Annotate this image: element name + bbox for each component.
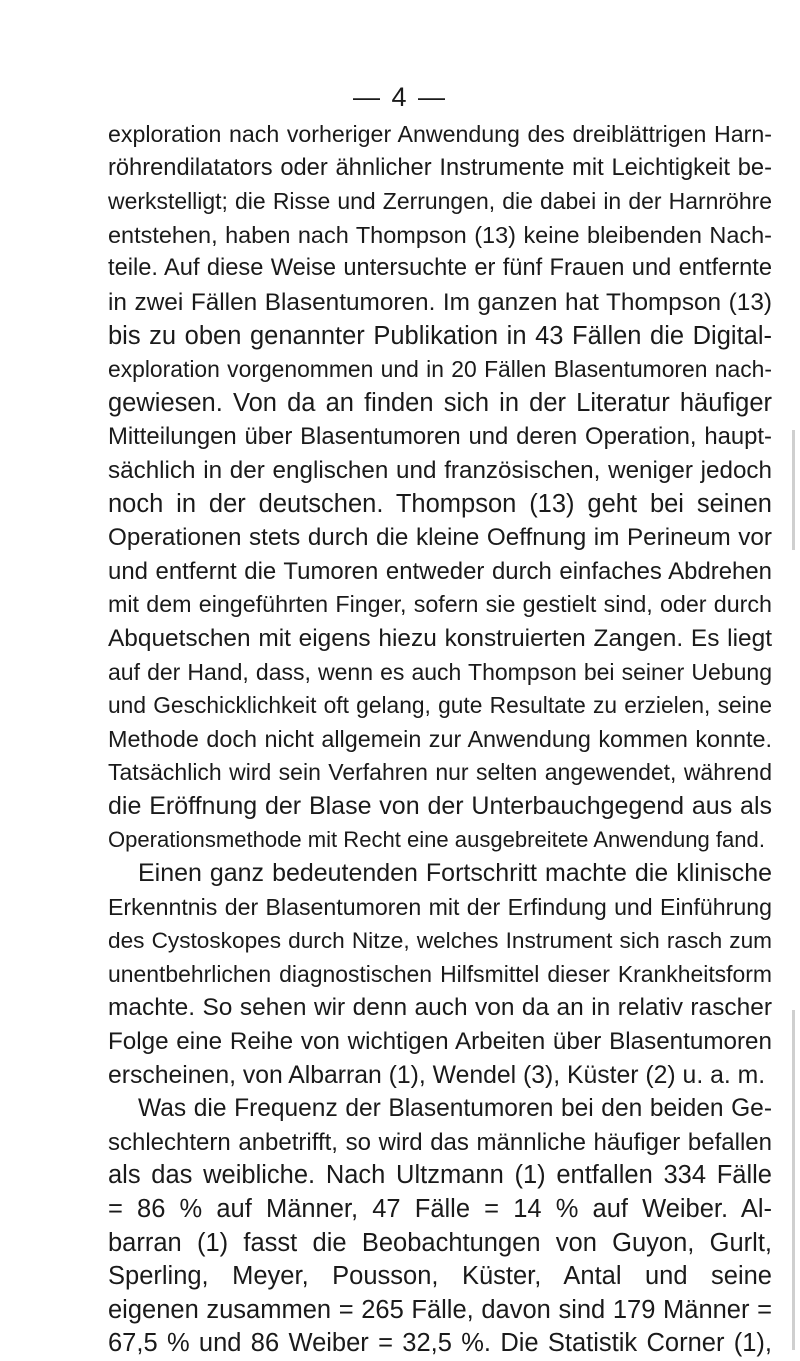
text-line: röhrendilatators oder ähnlicher Instrumente mit Leichtigkeit be- <box>108 154 772 181</box>
text-line: eigenen zusammen = 265 Fälle, davon sind 179 Männer = <box>108 1295 772 1324</box>
text-line: Operationen stets durch die kleine Oeffnung im Perineum vor <box>108 524 772 552</box>
text-line: mit dem eingeführten Finger, sofern sie gestielt sind, oder durch <box>108 591 772 618</box>
text-line: teile. Auf diese Weise untersuchte er fünf Frauen und entfernte <box>108 255 772 282</box>
text-line: Mitteilungen über Blasentumoren und deren Operation, haupt- <box>108 423 772 451</box>
text-line: machte. So sehen wir denn auch von da an in relativ rascher <box>108 994 772 1022</box>
text-line: Sperling, Meyer, Pousson, Küster, Antal und seine <box>108 1262 772 1291</box>
text-line: entstehen, haben nach Thompson (13) keine bleibenden Nach- <box>108 221 772 248</box>
text-line: Was die Frequenz der Blasentumoren bei den beiden Ge- <box>138 1095 772 1123</box>
text-line: und entfernt die Tumoren entweder durch einfaches Abdrehen <box>108 557 772 585</box>
text-line: gewiesen. Von da an finden sich in der Literatur häufiger <box>108 388 772 417</box>
scan-edge-mark <box>792 1010 795 1350</box>
text-line: Tatsächlich wird sein Verfahren nur selten angewendet, während <box>108 759 772 786</box>
text-line: Erkenntnis der Blasentumoren mit der Erfindung und Einführung <box>108 893 772 920</box>
text-line: exploration nach vorheriger Anwendung des dreiblättrigen Harn- <box>108 121 772 147</box>
text-line: bis zu oben genannter Publikation in 43 Fällen die Digital- <box>108 321 772 350</box>
text-line: erscheinen, von Albarran (1), Wendel (3), Küster (2) u. a. m. <box>108 1061 766 1089</box>
scan-edge-mark <box>792 430 795 550</box>
text-line: in zwei Fällen Blasentumoren. Im ganzen hat Thompson (13) <box>108 288 772 316</box>
text-line: werkstelligt; die Risse und Zerrungen, die dabei in der Harnröhre <box>108 188 772 215</box>
text-line: 67,5 % und 86 Weiber = 32,5 %. Die Statistik Corner (1), <box>108 1329 772 1358</box>
text-line: Folge eine Reihe von wichtigen Arbeiten über Blasentumoren <box>108 1028 772 1056</box>
text-line: = 86 % auf Männer, 47 Fälle = 14 % auf Weiber. Al- <box>108 1195 772 1223</box>
text-line: noch in der deutschen. Thompson (13) geht bei seinen <box>108 489 772 518</box>
text-line: unentbehrlichen diagnostischen Hilfsmittel dieser Krankheitsform <box>108 960 772 987</box>
text-line: Methode doch nicht allgemein zur Anwendung kommen konnte. <box>108 725 772 752</box>
text-line: Einen ganz bedeutenden Fortschritt machte die klinische <box>138 859 772 888</box>
text-line: sächlich in der englischen und französischen, weniger jedoch <box>108 456 772 484</box>
text-line: Operationsmethode mit Recht eine ausgebreitete Anwendung fand. <box>108 827 765 853</box>
text-line: als das weibliche. Nach Ultzmann (1) entfallen 334 Fälle <box>108 1161 772 1190</box>
body-text <box>108 118 772 1361</box>
text-line: auf der Hand, dass, wenn es auch Thompson bei seiner Uebung <box>108 658 772 685</box>
text-line: barran (1) fasst die Beobachtungen von Guyon, Gurlt, <box>108 1228 772 1257</box>
text-line: die Eröffnung der Blase von der Unterbauchgegend aus als <box>108 791 772 820</box>
page-number: — 4 — <box>352 82 448 112</box>
text-line: Abquetschen mit eigens hiezu konstruierten Zangen. Es liegt <box>108 624 772 652</box>
text-line: exploration vorgenommen und in 20 Fällen Blasentumoren nach- <box>108 356 772 383</box>
text-line: schlechtern anbetrifft, so wird das männliche häufiger befallen <box>108 1128 772 1156</box>
text-line: und Geschicklichkeit oft gelang, gute Resultate zu erzielen, seine <box>108 692 772 719</box>
text-line: des Cystoskopes durch Nitze, welches Instrument sich rasch zum <box>108 928 772 954</box>
